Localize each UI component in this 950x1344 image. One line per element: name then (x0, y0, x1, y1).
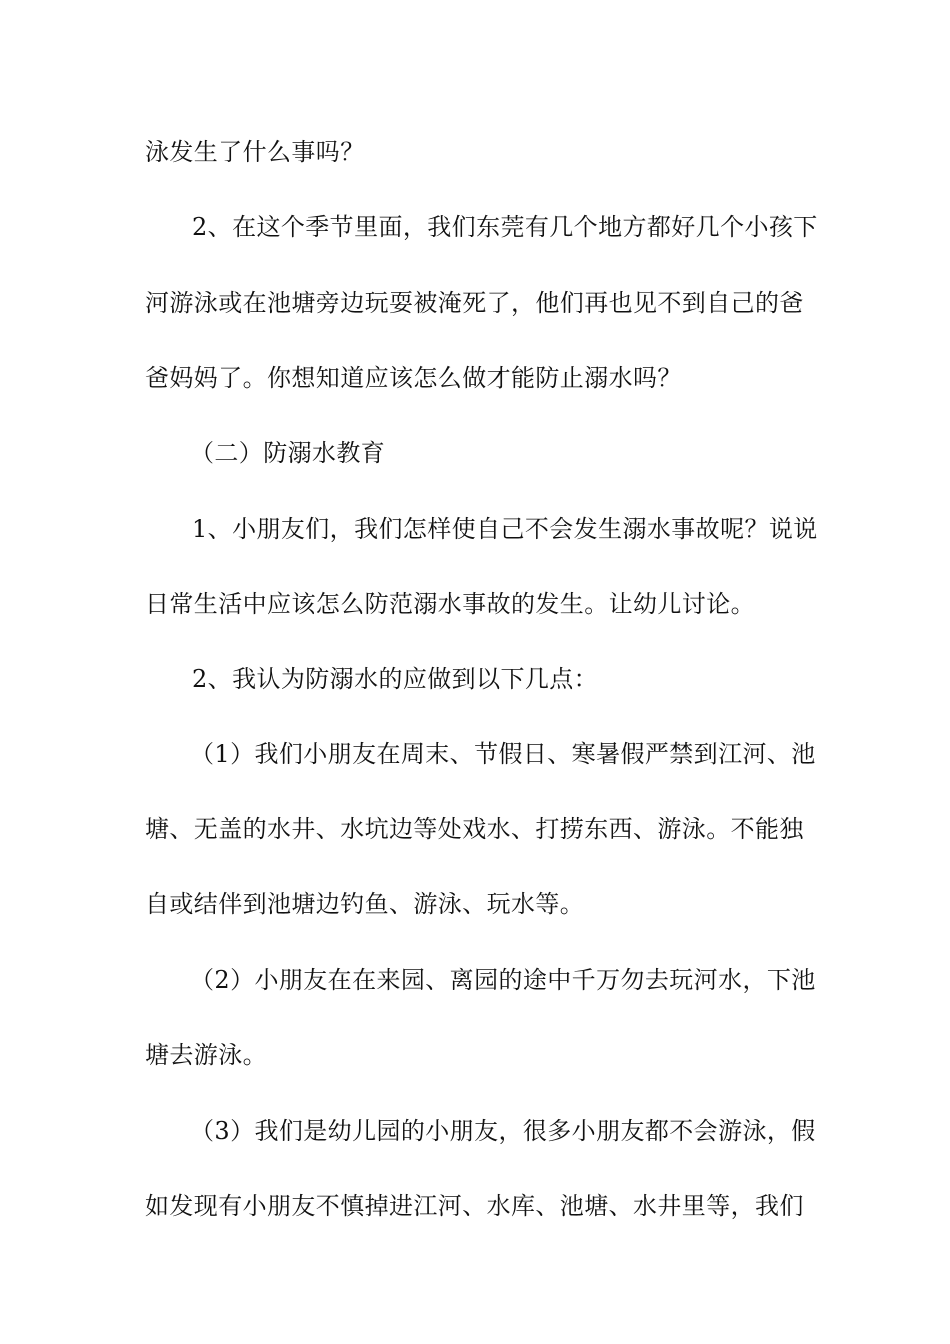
text-line-15: 如发现有小朋友不慎掉进江河、水库、池塘、水井里等，我们 (145, 1192, 804, 1220)
text-line-3: 河游泳或在池塘旁边玩耍被淹死了，他们再也见不到自己的爸 (145, 289, 804, 317)
text-line-6: 1、小朋友们，我们怎样使自己不会发生溺水事故呢？说说 (192, 515, 818, 543)
text-line-14: （3）我们是幼儿园的小朋友，很多小朋友都不会游泳，假 (190, 1117, 816, 1145)
text-line-13: 塘去游泳。 (145, 1041, 267, 1069)
text-line-11: 自或结伴到池塘边钓鱼、游泳、玩水等。 (145, 890, 585, 918)
text-line-12: （2）小朋友在在来园、离园的途中千万勿去玩河水，下池 (190, 966, 816, 994)
text-line-8: 2、我认为防溺水的应做到以下几点： (192, 665, 599, 693)
section-heading: （二）防溺水教育 (190, 439, 386, 467)
text-line-2: 2、在这个季节里面，我们东莞有几个地方都好几个小孩下 (192, 213, 818, 241)
text-line-7: 日常生活中应该怎么防范溺水事故的发生。让幼儿讨论。 (145, 590, 755, 618)
text-line-9: （1）我们小朋友在周末、节假日、寒暑假严禁到江河、池 (190, 740, 816, 768)
text-line-4: 爸妈妈了。你想知道应该怎么做才能防止溺水吗？ (145, 364, 682, 392)
text-line-1: 泳发生了什么事吗？ (145, 138, 365, 166)
text-line-10: 塘、无盖的水井、水坑边等处戏水、打捞东西、游泳。不能独 (145, 815, 804, 843)
